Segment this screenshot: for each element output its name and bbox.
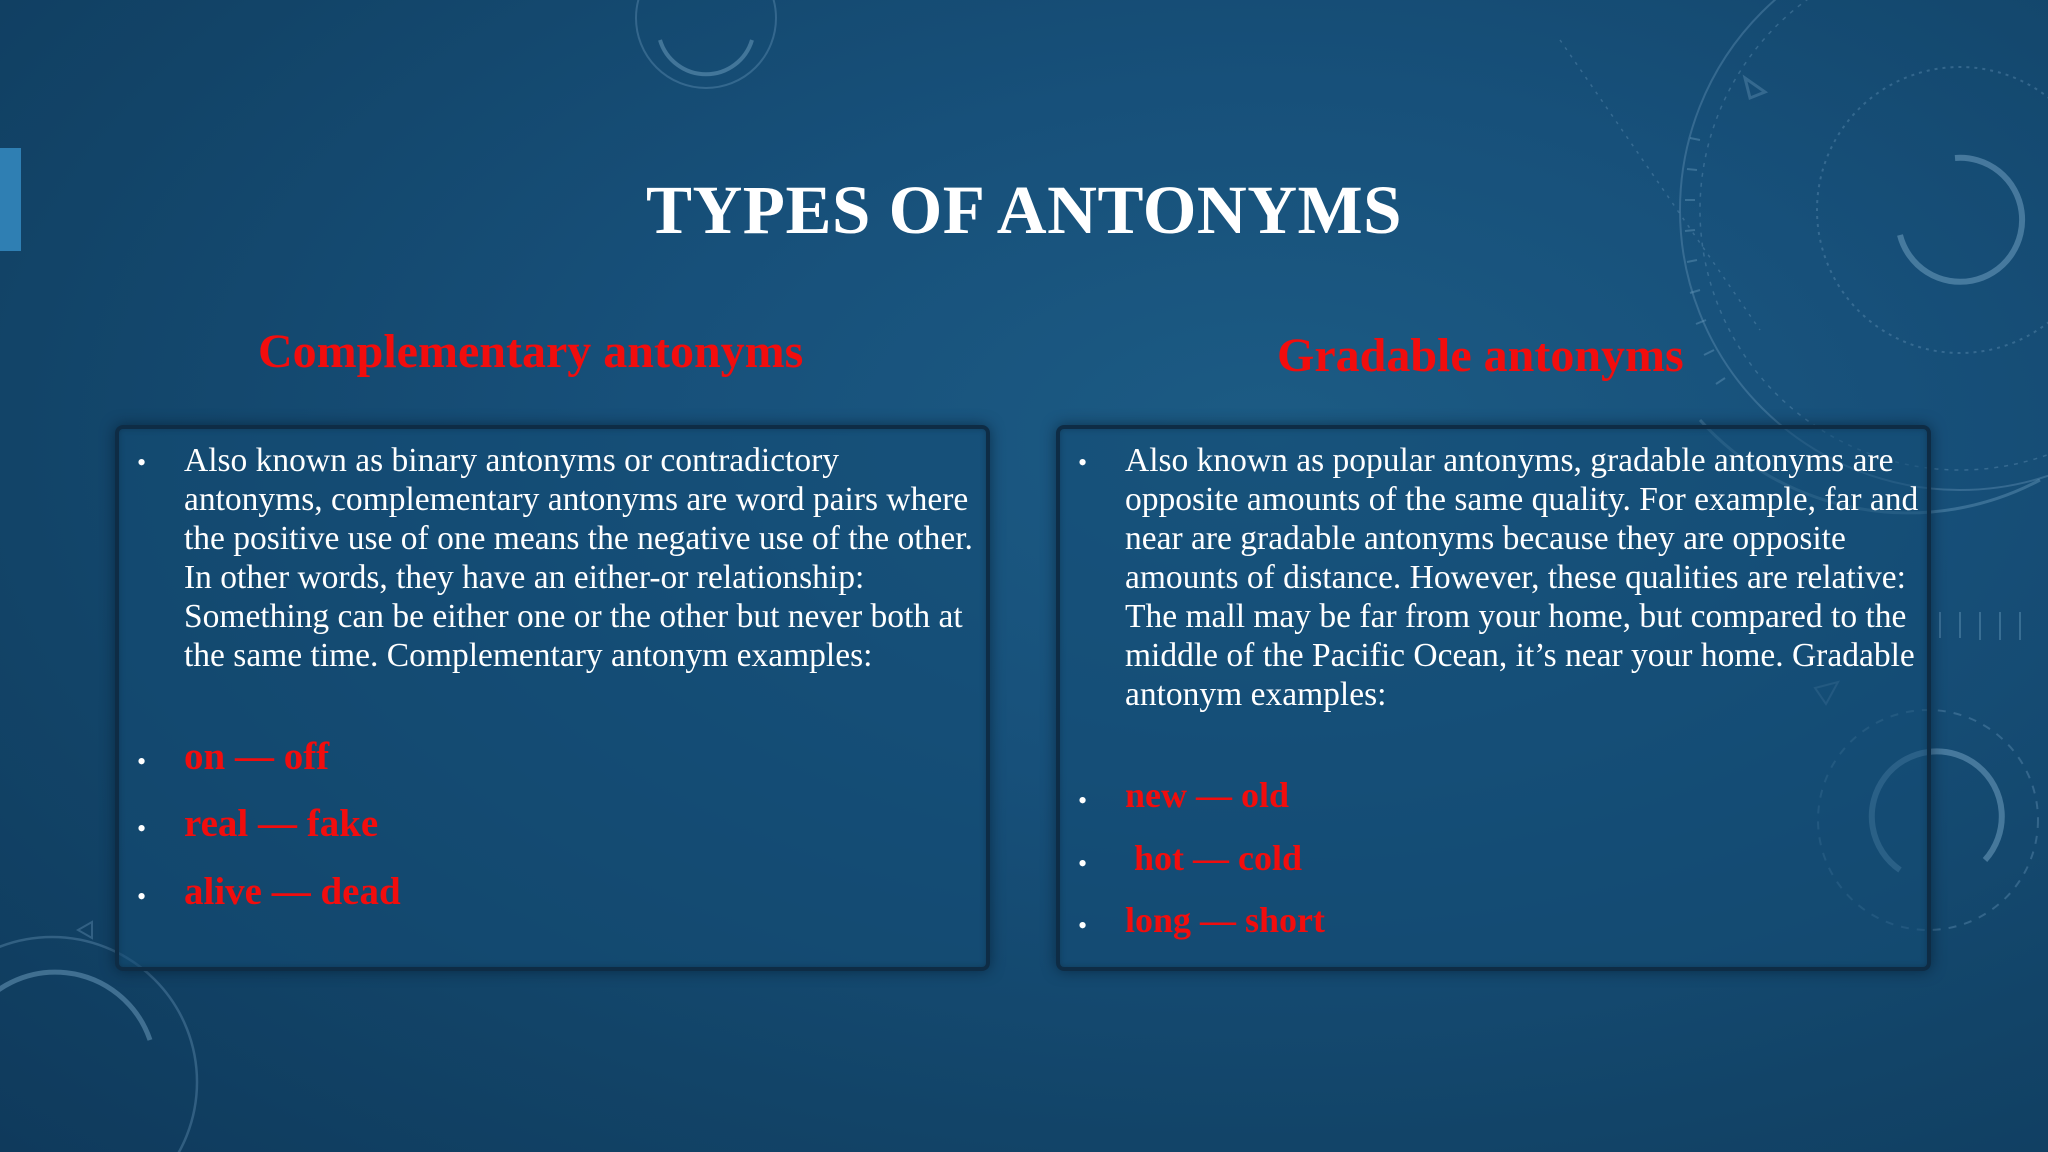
bullet: • (137, 747, 147, 776)
description-gradable: Also known as popular antonyms, gradable antonyms are opposite amounts of the same quality. For example, far and near are gradable antonyms because they are opposite amounts of distance. However, these qualities are relative: The mall may be far from your home, but compared to the middle of the Pacific Ocean, it’s near your home. Gradable antonym examples: (1125, 442, 1919, 713)
bullet: • (1078, 786, 1088, 815)
decor-circle-bl-arc (0, 972, 150, 1040)
example-gradable-2: hot — cold (1125, 838, 1303, 878)
content-box-complementary (115, 425, 990, 971)
bullet: • (137, 814, 147, 843)
example-complementary-2: real — fake (184, 802, 379, 845)
decor-arc-top (660, 40, 752, 74)
decor-circle-top (636, 0, 776, 88)
example-complementary-3: alive — dead (184, 870, 401, 913)
decor-right-ticks (1940, 612, 2020, 640)
description-complementary: Also known as binary antonyms or contradictory antonyms, complementary antonyms are word pairs where the positive use of one means the negative use of the other. In other words, they have an either-or relationship: Something can be either one or the other but never both at the same time. Complementary antonym examples: (184, 442, 973, 674)
decor-triangle-2 (78, 922, 92, 938)
content-box-gradable (1056, 425, 1931, 971)
example-complementary-1: on — off (184, 735, 330, 778)
example-gradable-1: new — old (1125, 775, 1290, 815)
heading-gradable: Gradable antonyms (1277, 329, 1684, 382)
bullet: • (1078, 448, 1088, 477)
slide-title: TYPES OF ANTONYMS (645, 172, 1403, 248)
bullet: • (1078, 849, 1088, 878)
bullet: • (137, 448, 147, 477)
example-gradable-3: long — short (1125, 900, 1326, 940)
bullet: • (1078, 911, 1088, 940)
heading-complementary: Complementary antonyms (258, 325, 804, 378)
decor-triangle-1 (1745, 78, 1765, 98)
bullet: • (137, 882, 147, 911)
